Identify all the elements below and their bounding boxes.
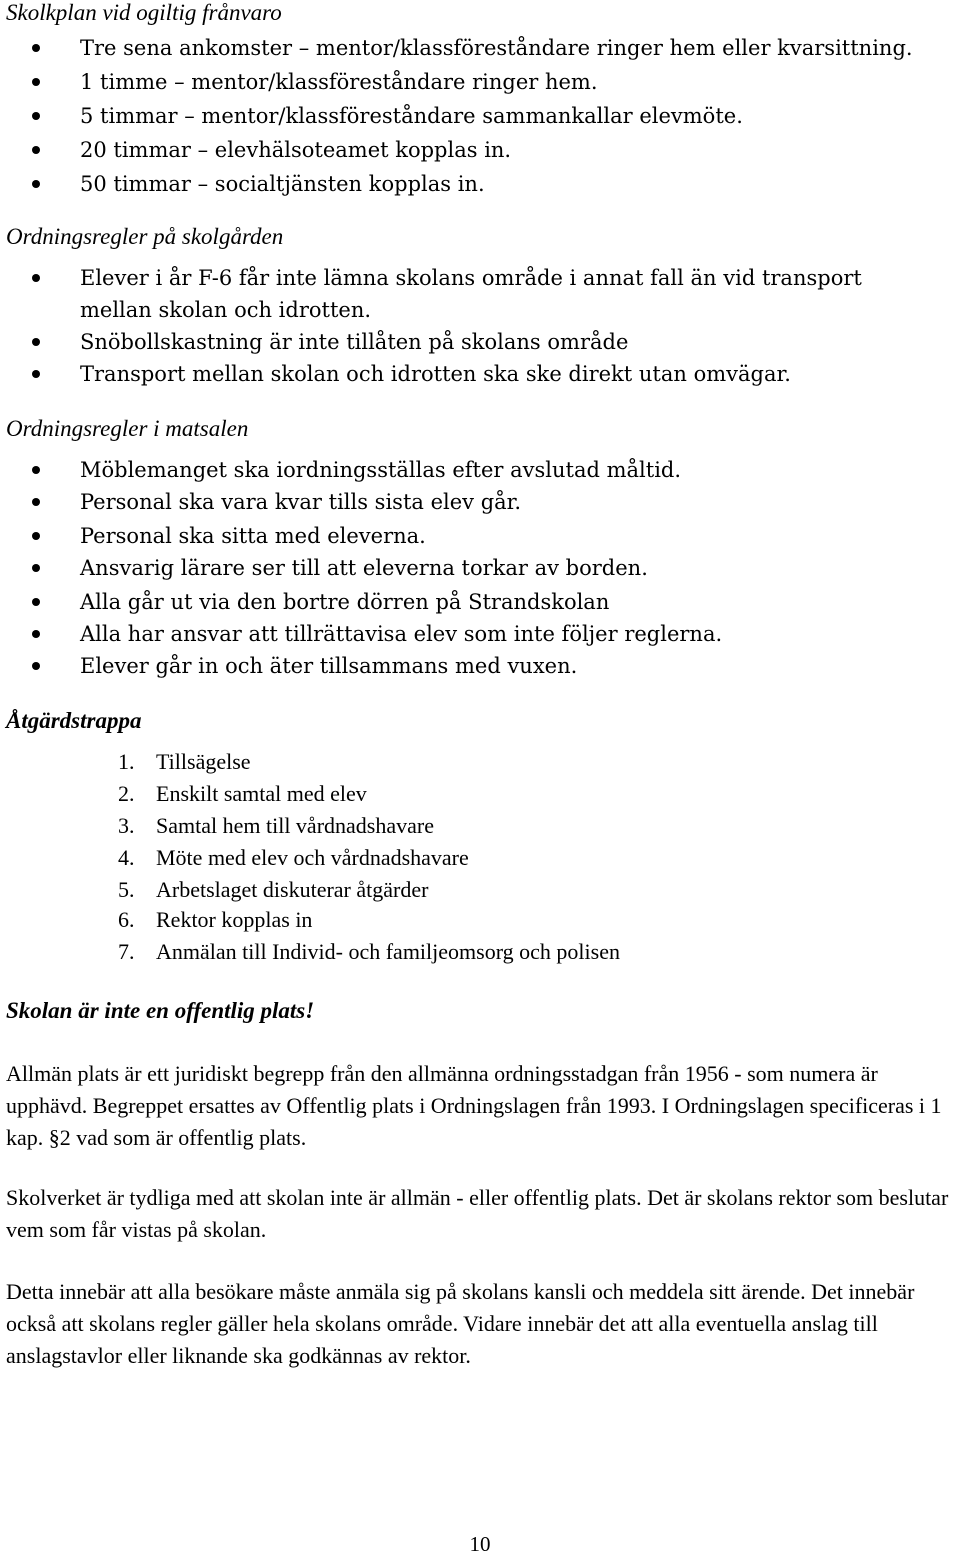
bullet-icon [32,44,40,52]
item-number: 3. [118,813,135,838]
list-item [80,134,511,166]
numbered-item [118,810,434,842]
paragraph: Skolverket är tydliga med att skolan inte är allmän - eller offentlig plats. Det är skolans rektor som beslutar vem som får vistas på skolan. [6,1185,949,1242]
bullet-icon [32,78,40,86]
bullet-icon [32,598,40,606]
bullet-icon [32,180,40,188]
list-item-text: Alla går ut via den bortre dörren på Strandskolan [80,590,610,614]
item-text: Arbetslaget diskuterar åtgärder [156,877,429,902]
bullet-icon [32,370,40,378]
item-text: Rektor kopplas in [156,907,313,932]
list-item-text: Elever i år F-6 får inte lämna skolans område i annat fall än vid transport mellan skolan och idrotten. [80,266,862,322]
bullet-icon [32,498,40,506]
list-item-text: Tre sena ankomster – mentor/klassföreståndare ringer hem eller kvarsittning. [80,36,913,60]
list-item [80,326,628,358]
list-item-text: Möblemanget ska iordningsställas efter avslutad måltid. [80,458,682,482]
list-item [80,552,648,584]
list-item [80,650,577,682]
numbered-item [118,746,251,778]
list-item-text: Ansvarig lärare ser till att eleverna torkar av borden. [80,556,648,580]
item-number: 1. [118,749,135,774]
list-item [80,168,485,200]
list-item-text: Elever går in och äter tillsammans med vuxen. [80,654,578,678]
section-heading-matsalen: Ordningsregler i matsalen [6,416,249,441]
item-text: Samtal hem till vårdnadshavare [156,813,434,838]
list-item-text: 5 timmar – mentor/klassföreståndare sammankallar elevmöte. [80,104,743,128]
numbered-item [118,842,469,874]
bullet-icon [32,146,40,154]
item-number: 4. [118,845,135,870]
numbered-item [118,778,367,810]
list-item [80,66,598,98]
list-item-text: 20 timmar – elevhälsoteamet kopplas in. [80,138,512,162]
page-number: 10 [469,1532,491,1556]
item-number: 2. [118,781,135,806]
list-item [80,586,609,618]
list-item-text: 1 timme – mentor/klassföreståndare ringer hem. [80,70,598,94]
paragraph: Allmän plats är ett juridiskt begrepp från den allmänna ordningsstadgan från 1956 - som numera är upphävd. Begreppet ersattes av Offentlig plats i Ordningslagen från 1993. I Ordningslagen specificeras i 1 kap. §2 vad som är offentlig plats. [6,1061,942,1150]
list-item-text: Snöbollskastning är inte tillåten på skolans område [80,330,629,354]
bullet-icon [32,466,40,474]
bullet-icon [32,564,40,572]
list-item-text: Transport mellan skolan och idrotten ska ske direkt utan omvägar. [80,362,791,386]
item-text: Möte med elev och vårdnadshavare [156,845,469,870]
list-item [80,520,426,552]
item-text: Anmälan till Individ- och familjeomsorg och polisen [156,939,620,964]
bullet-icon [32,662,40,670]
bullet-icon [32,630,40,638]
numbered-item [118,874,428,906]
list-item [80,454,681,486]
bullet-icon [32,274,40,282]
bullet-icon [32,338,40,346]
list-item [80,100,743,132]
bullet-icon [32,532,40,540]
item-text: Tillsägelse [156,749,251,774]
numbered-item [118,904,312,936]
paragraph: Detta innebär att alla besökare måste anmäla sig på skolans kansli och meddela sitt ärende. Det innebär också att skolans regler gäller hela skolans område. Vidare innebär det att alla eventuella anslag till anslagstavlor eller liknande ska godkännas av rektor. [6,1279,915,1368]
numbered-item [118,936,620,968]
list-item [80,486,521,518]
list-item [80,618,722,650]
item-number: 5. [118,877,135,902]
item-number: 7. [118,939,135,964]
item-text: Enskilt samtal med elev [156,781,367,806]
list-item [80,358,791,390]
section-heading-skolgarden: Ordningsregler på skolgården [6,224,284,249]
list-item-text: Personal ska sitta med eleverna. [80,524,426,548]
list-item-text: Personal ska vara kvar tills sista elev går. [80,490,522,514]
list-item-text: 50 timmar – socialtjänsten kopplas in. [80,172,485,196]
list-item [80,32,913,64]
section-heading-skolkplan: Skolkplan vid ogiltig frånvaro [6,0,282,25]
list-item [80,262,930,326]
item-number: 6. [118,907,135,932]
bullet-icon [32,112,40,120]
section-heading-offentlig-plats: Skolan är inte en offentlig plats! [6,998,315,1023]
section-heading-atgardstrappa: Åtgärdstrappa [6,708,142,733]
list-item-text: Alla har ansvar att tillrättavisa elev som inte följer reglerna. [80,622,723,646]
